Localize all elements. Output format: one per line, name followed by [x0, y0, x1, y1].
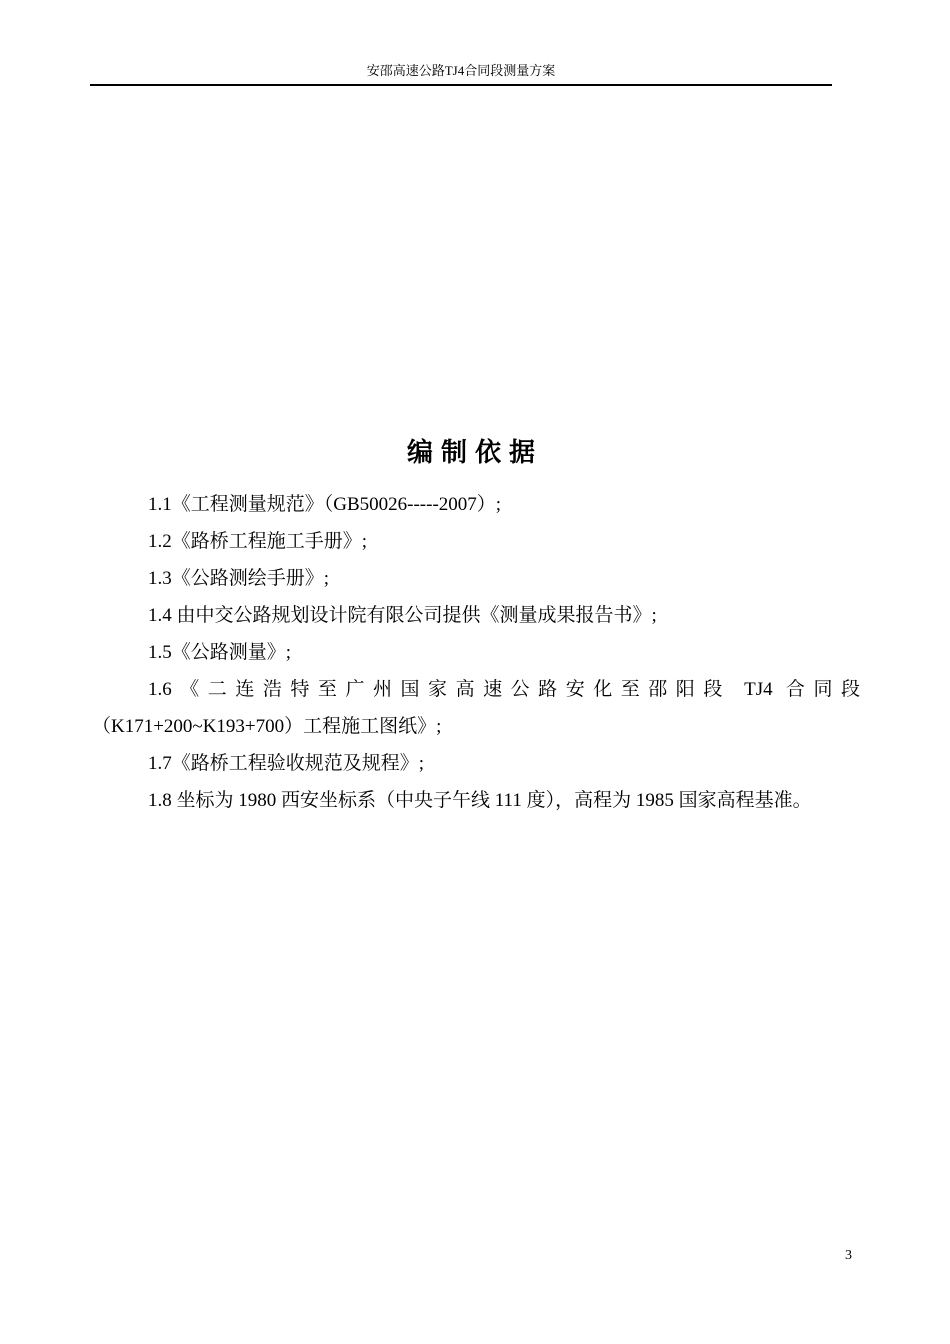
list-item: 1.6《二连浩特至广州国家高速公路安化至邵阳段 TJ4 合同段	[148, 679, 860, 700]
list-item-continuation: （K171+200~K193+700）工程施工图纸》;	[92, 716, 442, 737]
list-item: 1.1《工程测量规范》（GB50026-----2007）;	[148, 494, 502, 515]
list-item: 1.4 由中交公路规划设计院有限公司提供《测量成果报告书》;	[148, 605, 657, 626]
section-title: 编制依据	[406, 438, 543, 468]
header-title: 安邵高速公路TJ4合同段测量方案	[366, 63, 556, 78]
page-number: 3	[845, 1248, 852, 1263]
list-item: 1.8 坐标为 1980 西安坐标系（中央子午线 111 度），高程为 1985 国家高程基准。	[148, 790, 812, 811]
list-item: 1.5《公路测量》;	[148, 642, 292, 663]
list-item: 1.2《路桥工程施工手册》;	[148, 531, 368, 552]
list-item: 1.3《公路测绘手册》;	[148, 568, 330, 589]
page-header	[90, 62, 832, 86]
document-body	[92, 486, 860, 819]
list-item: 1.7《路桥工程验收规范及规程》;	[148, 753, 425, 774]
